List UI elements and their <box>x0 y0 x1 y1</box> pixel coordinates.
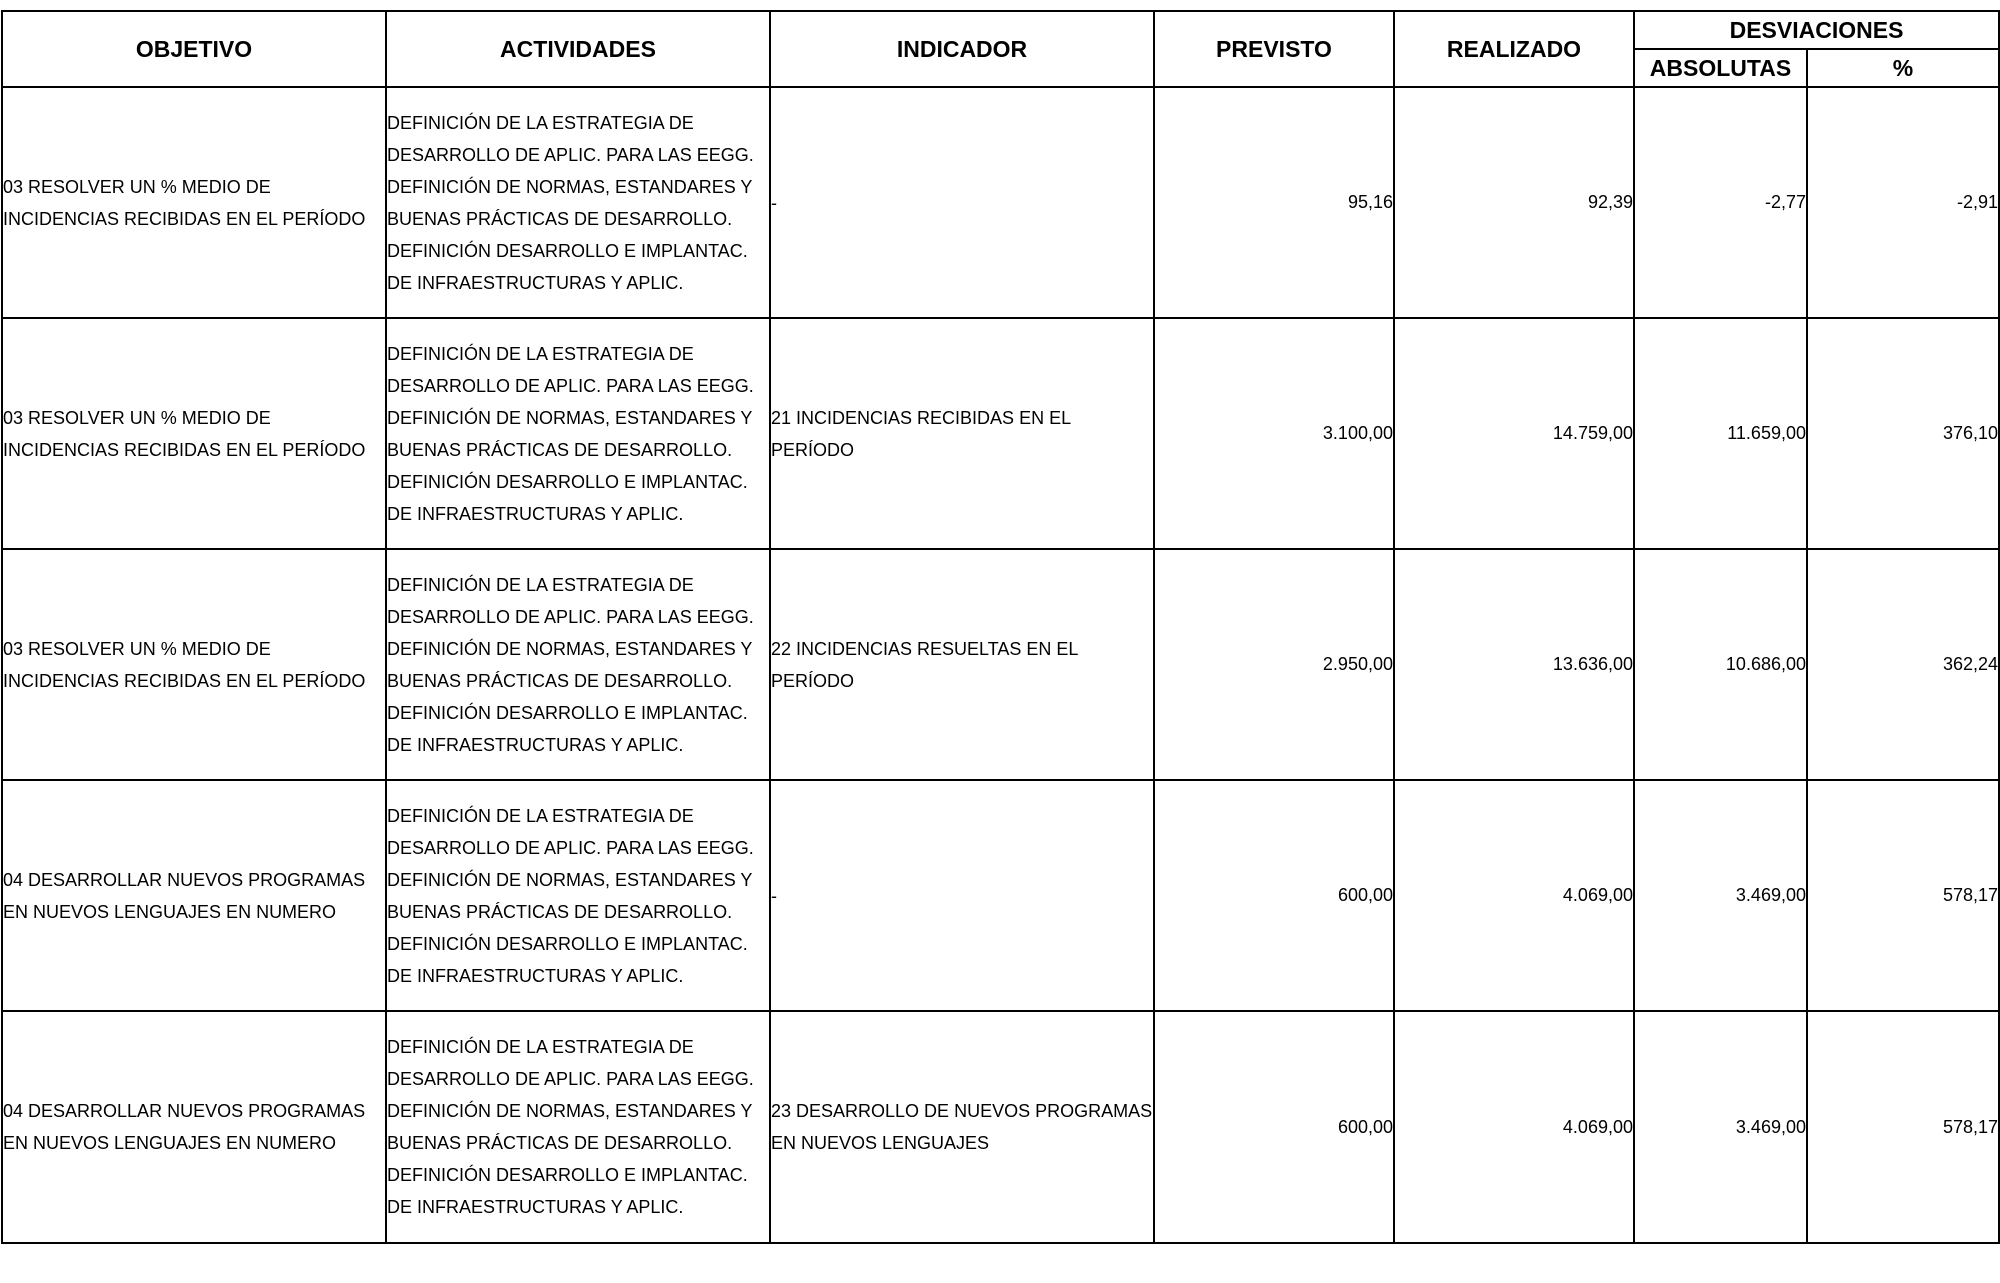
table-row <box>2 318 1999 549</box>
cell-actividades: DEFINICIÓN DE LA ESTRATEGIA DE DESARROLLO DE APLIC. PARA LAS EEGG. DEFINICIÓN DE NORMAS, ESTANDARES Y BUENAS PRÁCTICAS DE DESARROLLO. DEFINICIÓN DESARROLLO E IMPLANTAC. DE INFRAESTRUCTURAS Y APLIC. <box>386 1011 770 1243</box>
cell-porcentaje: -2,91 <box>1807 87 1999 318</box>
objectives-table <box>1 10 2000 1244</box>
cell-objetivo: 04 DESARROLLAR NUEVOS PROGRAMAS EN NUEVOS LENGUAJES EN NUMERO <box>2 1011 386 1243</box>
cell-realizado: 13.636,00 <box>1394 549 1634 780</box>
cell-realizado: 92,39 <box>1394 87 1634 318</box>
cell-absolutas: 3.469,00 <box>1634 1011 1807 1243</box>
cell-previsto: 2.950,00 <box>1154 549 1394 780</box>
cell-actividades: DEFINICIÓN DE LA ESTRATEGIA DE DESARROLLO DE APLIC. PARA LAS EEGG. DEFINICIÓN DE NORMAS, ESTANDARES Y BUENAS PRÁCTICAS DE DESARROLLO. DEFINICIÓN DESARROLLO E IMPLANTAC. DE INFRAESTRUCTURAS Y APLIC. <box>386 780 770 1011</box>
header-absolutas: ABSOLUTAS <box>1634 49 1807 87</box>
cell-realizado: 4.069,00 <box>1394 1011 1634 1243</box>
cell-objetivo: 03 RESOLVER UN % MEDIO DE INCIDENCIAS RECIBIDAS EN EL PERÍODO <box>2 87 386 318</box>
header-realizado: REALIZADO <box>1394 11 1634 87</box>
header-desviaciones: DESVIACIONES <box>1634 11 1999 49</box>
cell-previsto: 95,16 <box>1154 87 1394 318</box>
cell-previsto: 600,00 <box>1154 1011 1394 1243</box>
header-indicador: INDICADOR <box>770 11 1154 87</box>
table-row <box>2 87 1999 318</box>
cell-actividades: DEFINICIÓN DE LA ESTRATEGIA DE DESARROLLO DE APLIC. PARA LAS EEGG. DEFINICIÓN DE NORMAS, ESTANDARES Y BUENAS PRÁCTICAS DE DESARROLLO. DEFINICIÓN DESARROLLO E IMPLANTAC. DE INFRAESTRUCTURAS Y APLIC. <box>386 87 770 318</box>
cell-objetivo: 03 RESOLVER UN % MEDIO DE INCIDENCIAS RECIBIDAS EN EL PERÍODO <box>2 318 386 549</box>
cell-previsto: 600,00 <box>1154 780 1394 1011</box>
table-row <box>2 780 1999 1011</box>
cell-objetivo: 04 DESARROLLAR NUEVOS PROGRAMAS EN NUEVOS LENGUAJES EN NUMERO <box>2 780 386 1011</box>
table-row <box>2 549 1999 780</box>
cell-porcentaje: 376,10 <box>1807 318 1999 549</box>
cell-realizado: 14.759,00 <box>1394 318 1634 549</box>
cell-indicador: 23 DESARROLLO DE NUEVOS PROGRAMAS EN NUEVOS LENGUAJES <box>770 1011 1154 1243</box>
cell-indicador: 21 INCIDENCIAS RECIBIDAS EN EL PERÍODO <box>770 318 1154 549</box>
header-previsto: PREVISTO <box>1154 11 1394 87</box>
cell-actividades: DEFINICIÓN DE LA ESTRATEGIA DE DESARROLLO DE APLIC. PARA LAS EEGG. DEFINICIÓN DE NORMAS, ESTANDARES Y BUENAS PRÁCTICAS DE DESARROLLO. DEFINICIÓN DESARROLLO E IMPLANTAC. DE INFRAESTRUCTURAS Y APLIC. <box>386 318 770 549</box>
cell-actividades: DEFINICIÓN DE LA ESTRATEGIA DE DESARROLLO DE APLIC. PARA LAS EEGG. DEFINICIÓN DE NORMAS, ESTANDARES Y BUENAS PRÁCTICAS DE DESARROLLO. DEFINICIÓN DESARROLLO E IMPLANTAC. DE INFRAESTRUCTURAS Y APLIC. <box>386 549 770 780</box>
header-objetivo: OBJETIVO <box>2 11 386 87</box>
cell-absolutas: 11.659,00 <box>1634 318 1807 549</box>
cell-indicador: 22 INCIDENCIAS RESUELTAS EN EL PERÍODO <box>770 549 1154 780</box>
cell-porcentaje: 578,17 <box>1807 1011 1999 1243</box>
header-porcentaje: % <box>1807 49 1999 87</box>
cell-previsto: 3.100,00 <box>1154 318 1394 549</box>
cell-indicador: - <box>770 87 1154 318</box>
table-row <box>2 1011 1999 1243</box>
header-actividades: ACTIVIDADES <box>386 11 770 87</box>
cell-absolutas: 10.686,00 <box>1634 549 1807 780</box>
cell-porcentaje: 578,17 <box>1807 780 1999 1011</box>
cell-porcentaje: 362,24 <box>1807 549 1999 780</box>
cell-realizado: 4.069,00 <box>1394 780 1634 1011</box>
cell-objetivo: 03 RESOLVER UN % MEDIO DE INCIDENCIAS RECIBIDAS EN EL PERÍODO <box>2 549 386 780</box>
cell-indicador: - <box>770 780 1154 1011</box>
cell-absolutas: 3.469,00 <box>1634 780 1807 1011</box>
cell-absolutas: -2,77 <box>1634 87 1807 318</box>
